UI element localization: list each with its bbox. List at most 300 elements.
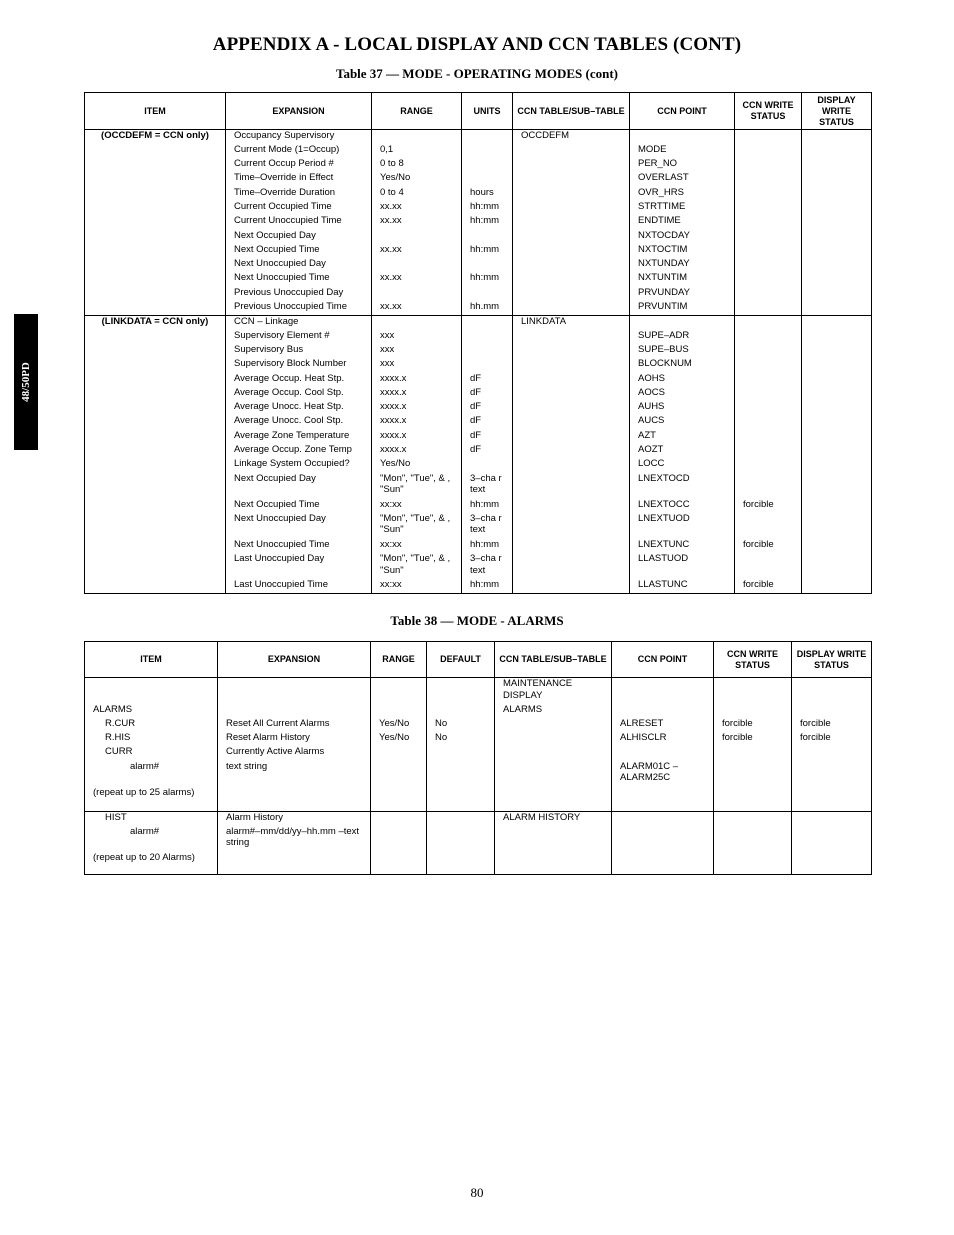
item-cell (85, 579, 226, 593)
ccn-write-cell (714, 678, 792, 704)
item-cell (85, 473, 226, 499)
ccn-write-cell (735, 315, 802, 329)
ccn-write-cell (735, 230, 802, 244)
item-cell (85, 373, 226, 387)
expansion-cell (218, 704, 371, 718)
ccn-point-cell (612, 852, 714, 875)
header-range: RANGE (372, 93, 462, 130)
item-cell (85, 187, 226, 201)
display-write-cell (802, 315, 872, 329)
display-write-cell (802, 258, 872, 272)
item-label: alarm# (130, 825, 160, 837)
item-cell (85, 718, 218, 732)
range-cell (372, 230, 462, 244)
default-cell (427, 678, 495, 704)
item-cell (85, 812, 218, 826)
ccn-write-cell (735, 358, 802, 372)
ccn-point-cell: NXTUNDAY (630, 258, 735, 272)
ccn-table-cell: LINKDATA (513, 315, 630, 329)
units-cell: hh:mm (462, 201, 513, 215)
table-row (85, 330, 872, 344)
default-cell: No (427, 718, 495, 732)
display-write-cell (792, 787, 872, 812)
expansion-cell: Next Occupied Day (226, 230, 372, 244)
expansion-cell: Reset Alarm History (218, 732, 371, 746)
ccn-point-cell: ENDTIME (630, 215, 735, 229)
ccn-point-cell: NXTUNTIM (630, 272, 735, 286)
item-cell: (LINKDATA = CCN only) (85, 315, 226, 329)
range-cell: xx.xx (372, 215, 462, 229)
range-cell: xxxx.x (372, 387, 462, 401)
ccn-point-cell: OVERLAST (630, 172, 735, 186)
ccn-write-cell (735, 473, 802, 499)
ccn-table-cell (513, 215, 630, 229)
ccn-write-cell (735, 201, 802, 215)
range-cell (371, 826, 427, 852)
header-units: UNITS (462, 93, 513, 130)
expansion-cell: Linkage System Occupied? (226, 458, 372, 472)
expansion-cell: Alarm History (218, 812, 371, 826)
ccn-write-cell (714, 704, 792, 718)
expansion-cell: Current Unoccupied Time (226, 215, 372, 229)
units-cell: hh:mm (462, 215, 513, 229)
table-row (85, 732, 872, 746)
table-row (85, 315, 872, 329)
ccn-table-cell (513, 387, 630, 401)
item-cell (85, 430, 226, 444)
display-write-cell (792, 812, 872, 826)
ccn-table-cell: MAINTENANCE DISPLAY (495, 678, 612, 704)
display-write-cell (802, 553, 872, 579)
ccn-table-cell (513, 401, 630, 415)
header-ccn-write: CCN WRITE STATUS (735, 93, 802, 130)
side-tab (14, 314, 38, 450)
expansion-cell: Average Unocc. Cool Stp. (226, 415, 372, 429)
ccn-write-cell (735, 444, 802, 458)
table-row (85, 499, 872, 513)
units-cell (462, 330, 513, 344)
ccn-table-cell (513, 415, 630, 429)
ccn-table-cell (513, 187, 630, 201)
ccn-write-cell (735, 401, 802, 415)
expansion-cell (218, 678, 371, 704)
page-title: APPENDIX A - LOCAL DISPLAY AND CCN TABLES (CONT) (212, 34, 742, 55)
item-cell (85, 444, 226, 458)
display-write-cell (802, 430, 872, 444)
table38-header-row (85, 642, 872, 678)
ccn-write-cell (735, 513, 802, 539)
table-row (85, 579, 872, 593)
item-cell (85, 272, 226, 286)
ccn-point-cell: SUPE–BUS (630, 344, 735, 358)
table-row (85, 144, 872, 158)
units-cell: hh:mm (462, 244, 513, 258)
item-cell (85, 387, 226, 401)
item-cell (85, 215, 226, 229)
ccn-table-cell (495, 852, 612, 875)
display-write-cell (802, 458, 872, 472)
default-cell (427, 761, 495, 787)
item-cell: ALARMS (85, 704, 218, 718)
item-cell (85, 144, 226, 158)
range-cell: xx:xx (372, 539, 462, 553)
item-cell (85, 732, 218, 746)
expansion-cell: Current Occupied Time (226, 201, 372, 215)
header-ccn-table: CCN TABLE/SUB–TABLE (495, 642, 612, 678)
expansion-cell: Next Unoccupied Time (226, 272, 372, 286)
display-write-cell (802, 579, 872, 593)
ccn-write-cell (735, 415, 802, 429)
display-write-cell (802, 144, 872, 158)
table-row (85, 852, 872, 875)
units-cell: 3–cha r text (462, 553, 513, 579)
item-cell (85, 746, 218, 760)
display-write-cell (802, 201, 872, 215)
expansion-cell: Current Mode (1=Occup) (226, 144, 372, 158)
ccn-point-cell: AZT (630, 430, 735, 444)
display-write-cell (802, 301, 872, 315)
header-ccn-table: CCN TABLE/SUB–TABLE (513, 93, 630, 130)
expansion-cell: Supervisory Bus (226, 344, 372, 358)
ccn-point-cell: PRVUNDAY (630, 287, 735, 301)
expansion-cell: Average Unocc. Heat Stp. (226, 401, 372, 415)
header-ccn-point: CCN POINT (612, 642, 714, 678)
header-default: DEFAULT (427, 642, 495, 678)
default-cell (427, 787, 495, 812)
ccn-table-cell (513, 330, 630, 344)
ccn-point-cell: SUPE–ADR (630, 330, 735, 344)
ccn-table-cell (513, 144, 630, 158)
item-cell (85, 287, 226, 301)
ccn-table-cell (513, 458, 630, 472)
expansion-cell: Next Occupied Time (226, 499, 372, 513)
default-cell (427, 704, 495, 718)
expansion-cell: alarm#–mm/dd/yy–hh.mm –text string (218, 826, 371, 852)
item-label: HIST (105, 812, 127, 824)
range-cell (371, 678, 427, 704)
item-cell (85, 852, 218, 875)
item-cell (85, 678, 218, 704)
table-row (85, 401, 872, 415)
ccn-point-cell: LLASTUOD (630, 553, 735, 579)
range-cell (371, 704, 427, 718)
side-tab-label: 48/50PD (20, 362, 32, 402)
units-cell: 3–cha r text (462, 473, 513, 499)
ccn-point-cell: LNEXTUNC (630, 539, 735, 553)
ccn-write-cell (735, 387, 802, 401)
expansion-cell: Previous Unoccupied Day (226, 287, 372, 301)
range-cell (371, 787, 427, 812)
ccn-point-cell (612, 826, 714, 852)
ccn-table-cell (513, 513, 630, 539)
ccn-write-cell (735, 130, 802, 144)
item-cell (85, 826, 218, 852)
item-cell (85, 401, 226, 415)
units-cell (462, 158, 513, 172)
display-write-cell (802, 272, 872, 286)
item-label: R.CUR (105, 717, 136, 729)
display-write-cell: forcible (792, 732, 872, 746)
table-row (85, 272, 872, 286)
header-display-write: DISPLAY WRITE STATUS (802, 93, 872, 130)
item-label: CURR (105, 746, 133, 758)
expansion-cell: Next Unoccupied Day (226, 258, 372, 272)
default-cell (427, 746, 495, 760)
display-write-cell (802, 215, 872, 229)
item-cell (85, 244, 226, 258)
header-display-write: DISPLAY WRITE STATUS (792, 642, 872, 678)
item-cell (85, 553, 226, 579)
units-cell: dF (462, 401, 513, 415)
range-cell: xx:xx (372, 579, 462, 593)
table-row (85, 444, 872, 458)
ccn-table-cell (513, 444, 630, 458)
ccn-write-cell (735, 287, 802, 301)
expansion-cell: Time–Override in Effect (226, 172, 372, 186)
expansion-cell: Average Occup. Heat Stp. (226, 373, 372, 387)
units-cell (462, 172, 513, 186)
table-37 (84, 92, 872, 594)
expansion-cell (218, 787, 371, 812)
expansion-cell: Currently Active Alarms (218, 746, 371, 760)
ccn-write-cell: forcible (735, 579, 802, 593)
display-write-cell (792, 852, 872, 875)
header-item: ITEM (85, 93, 226, 130)
item-label: alarm# (130, 760, 160, 772)
range-cell: "Mon", "Tue", & , "Sun" (372, 513, 462, 539)
ccn-table-cell (513, 158, 630, 172)
table-row (85, 473, 872, 499)
range-cell: xxxx.x (372, 401, 462, 415)
item-cell (85, 787, 218, 812)
units-cell: dF (462, 444, 513, 458)
range-cell: xxx (372, 358, 462, 372)
ccn-write-cell (714, 826, 792, 852)
ccn-point-cell: OVR_HRS (630, 187, 735, 201)
table-row (85, 130, 872, 144)
item-cell (85, 201, 226, 215)
display-write-cell (802, 415, 872, 429)
ccn-table-cell (513, 230, 630, 244)
ccn-table-cell (495, 761, 612, 787)
table-row (85, 553, 872, 579)
item-cell (85, 499, 226, 513)
range-cell: xxx (372, 330, 462, 344)
header-range: RANGE (371, 642, 427, 678)
display-write-cell: forcible (792, 718, 872, 732)
item-cell (85, 458, 226, 472)
ccn-table-cell: ALARMS (495, 704, 612, 718)
ccn-point-cell: ALARM01C – ALARM25C (612, 761, 714, 787)
ccn-point-cell (630, 315, 735, 329)
ccn-write-cell (735, 244, 802, 258)
table-row (85, 373, 872, 387)
ccn-point-cell: LNEXTOCC (630, 499, 735, 513)
range-cell: Yes/No (372, 458, 462, 472)
ccn-point-cell: MODE (630, 144, 735, 158)
ccn-point-cell: AUHS (630, 401, 735, 415)
range-cell: 0,1 (372, 144, 462, 158)
display-write-cell (802, 287, 872, 301)
units-cell (462, 315, 513, 329)
display-write-cell (802, 130, 872, 144)
table-row (85, 230, 872, 244)
page-number: 80 (470, 1185, 484, 1200)
header-item: ITEM (85, 642, 218, 678)
units-cell: dF (462, 387, 513, 401)
ccn-point-cell: ALHISCLR (612, 732, 714, 746)
default-cell (427, 812, 495, 826)
ccn-point-cell: STRTTIME (630, 201, 735, 215)
display-write-cell (802, 387, 872, 401)
range-cell (371, 761, 427, 787)
ccn-point-cell: LNEXTOCD (630, 473, 735, 499)
ccn-point-cell: NXTOCDAY (630, 230, 735, 244)
display-write-cell (802, 401, 872, 415)
expansion-cell: Time–Override Duration (226, 187, 372, 201)
ccn-point-cell: PER_NO (630, 158, 735, 172)
table-row (85, 787, 872, 812)
ccn-table-cell (513, 244, 630, 258)
range-cell (371, 812, 427, 826)
ccn-write-cell (735, 330, 802, 344)
range-cell (371, 746, 427, 760)
expansion-cell: Previous Unoccupied Time (226, 301, 372, 315)
display-write-cell (802, 172, 872, 186)
range-cell (372, 315, 462, 329)
range-cell: 0 to 8 (372, 158, 462, 172)
units-cell (462, 358, 513, 372)
expansion-cell: Occupancy Supervisory (226, 130, 372, 144)
range-cell: xxxx.x (372, 373, 462, 387)
expansion-cell: Next Occupied Time (226, 244, 372, 258)
range-cell (372, 130, 462, 144)
ccn-table-cell (513, 358, 630, 372)
display-write-cell (802, 539, 872, 553)
item-label: (repeat up to 20 Alarms) (93, 851, 195, 863)
units-cell (462, 458, 513, 472)
item-cell (85, 230, 226, 244)
ccn-write-cell (735, 373, 802, 387)
ccn-write-cell (714, 852, 792, 875)
table-row (85, 187, 872, 201)
table-row (85, 201, 872, 215)
item-cell (85, 513, 226, 539)
display-write-cell (792, 704, 872, 718)
ccn-write-cell (735, 553, 802, 579)
ccn-write-cell (735, 144, 802, 158)
expansion-cell: Average Occup. Cool Stp. (226, 387, 372, 401)
table-row (85, 158, 872, 172)
ccn-table-cell (513, 201, 630, 215)
table-row (85, 458, 872, 472)
ccn-table-cell (495, 746, 612, 760)
units-cell (462, 258, 513, 272)
table37-header-row (85, 93, 872, 130)
table-row (85, 358, 872, 372)
item-cell (85, 761, 218, 787)
range-cell: "Mon", "Tue", & , "Sun" (372, 553, 462, 579)
ccn-write-cell (735, 301, 802, 315)
default-cell (427, 852, 495, 875)
default-cell (427, 826, 495, 852)
table-row (85, 215, 872, 229)
display-write-cell (792, 746, 872, 760)
ccn-point-cell: AUCS (630, 415, 735, 429)
ccn-table-cell (513, 553, 630, 579)
table-row (85, 513, 872, 539)
range-cell: xxxx.x (372, 444, 462, 458)
table-row (85, 258, 872, 272)
display-write-cell (792, 678, 872, 704)
table37-title: Table 37 — MODE - OPERATING MODES (cont) (335, 66, 619, 81)
ccn-write-cell (714, 746, 792, 760)
range-cell: xx.xx (372, 244, 462, 258)
ccn-table-cell: ALARM HISTORY (495, 812, 612, 826)
table38-title: Table 38 — MODE - ALARMS (390, 613, 564, 628)
ccn-point-cell (612, 812, 714, 826)
units-cell: hh:mm (462, 499, 513, 513)
item-cell (85, 258, 226, 272)
table-row (85, 244, 872, 258)
range-cell: xxxx.x (372, 415, 462, 429)
units-cell: hh:mm (462, 272, 513, 286)
units-cell (462, 230, 513, 244)
ccn-point-cell (612, 746, 714, 760)
display-write-cell (802, 473, 872, 499)
units-cell (462, 144, 513, 158)
header-expansion: EXPANSION (226, 93, 372, 130)
item-label: (repeat up to 25 alarms) (93, 786, 195, 798)
item-cell (85, 415, 226, 429)
table-row (85, 718, 872, 732)
item-cell: (OCCDEFM = CCN only) (85, 130, 226, 144)
range-cell: xxxx.x (372, 430, 462, 444)
ccn-write-cell (735, 258, 802, 272)
ccn-table-cell (513, 539, 630, 553)
table-row (85, 172, 872, 186)
range-cell: "Mon", "Tue", & , "Sun" (372, 473, 462, 499)
units-cell: hh:mm (462, 539, 513, 553)
expansion-cell: Next Occupied Day (226, 473, 372, 499)
ccn-write-cell (735, 344, 802, 358)
range-cell: xxx (372, 344, 462, 358)
range-cell: xx:xx (372, 499, 462, 513)
ccn-table-cell (513, 499, 630, 513)
ccn-write-cell (735, 187, 802, 201)
display-write-cell (802, 230, 872, 244)
units-cell (462, 344, 513, 358)
ccn-write-cell (714, 787, 792, 812)
expansion-cell: Last Unoccupied Time (226, 579, 372, 593)
ccn-write-cell: forcible (735, 539, 802, 553)
table-row (85, 415, 872, 429)
units-cell (462, 130, 513, 144)
item-label: R.HIS (105, 732, 131, 744)
default-cell: No (427, 732, 495, 746)
item-cell (85, 330, 226, 344)
ccn-point-cell: AOCS (630, 387, 735, 401)
range-cell: Yes/No (371, 718, 427, 732)
item-cell (85, 158, 226, 172)
ccn-point-cell: AOZT (630, 444, 735, 458)
range-cell (372, 258, 462, 272)
display-write-cell (802, 513, 872, 539)
display-write-cell (792, 826, 872, 852)
units-cell: dF (462, 430, 513, 444)
units-cell: dF (462, 415, 513, 429)
ccn-point-cell: LLASTUNC (630, 579, 735, 593)
